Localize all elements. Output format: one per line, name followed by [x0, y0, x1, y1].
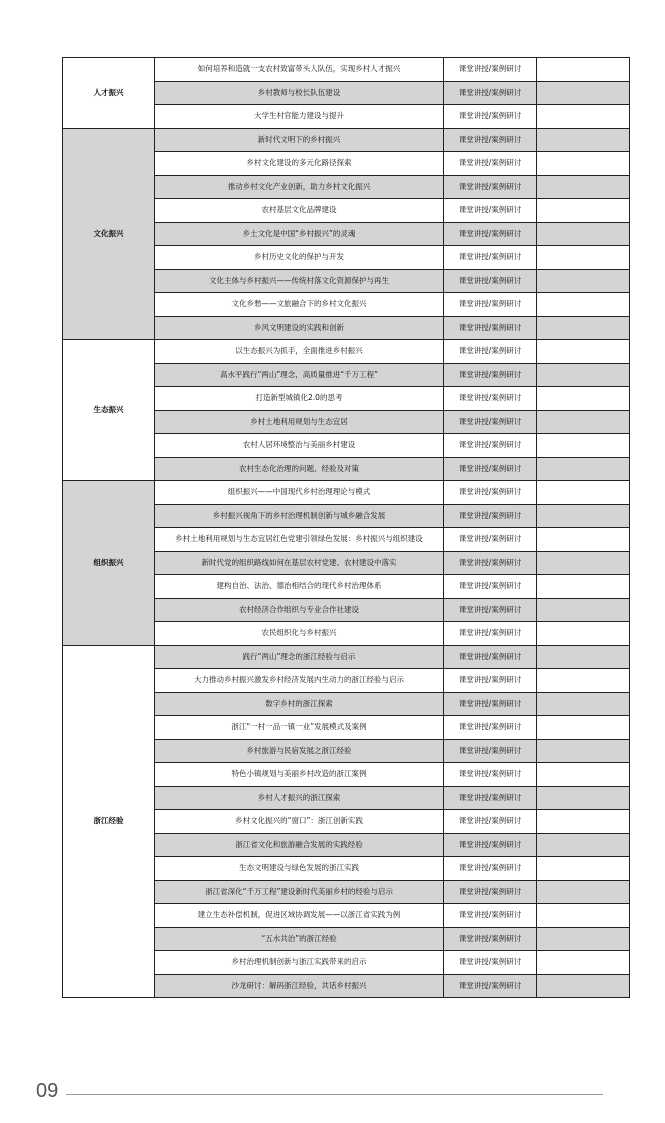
method-cell: 课堂讲授/案例研讨	[444, 457, 537, 481]
method-cell: 课堂讲授/案例研讨	[444, 81, 537, 105]
empty-cell	[537, 504, 630, 528]
topic-cell: 文化主体与乡村振兴——传统村落文化资源保护与再生	[155, 269, 444, 293]
method-cell: 课堂讲授/案例研讨	[444, 128, 537, 152]
method-cell: 课堂讲授/案例研讨	[444, 810, 537, 834]
curriculum-table	[62, 57, 630, 998]
empty-cell	[537, 739, 630, 763]
empty-cell	[537, 692, 630, 716]
topic-cell: 浙江省文化和旅游融合发展的实践经验	[155, 833, 444, 857]
category-cell: 人才振兴	[63, 58, 155, 129]
topic-cell: 打造新型城镇化2.0的思考	[155, 387, 444, 411]
method-cell: 课堂讲授/案例研讨	[444, 645, 537, 669]
category-cell: 浙江经验	[63, 645, 155, 998]
method-cell: 课堂讲授/案例研讨	[444, 951, 537, 975]
empty-cell	[537, 786, 630, 810]
empty-cell	[537, 58, 630, 82]
topic-cell: 新时代文明下的乡村振兴	[155, 128, 444, 152]
empty-cell	[537, 575, 630, 599]
topic-cell: 农村人居环境整治与美丽乡村建设	[155, 434, 444, 458]
method-cell: 课堂讲授/案例研讨	[444, 528, 537, 552]
topic-cell: 生态文明建设与绿色发展的浙江实践	[155, 857, 444, 881]
topic-cell: 大力推动乡村振兴激发乡村经济发展内生动力的浙江经验与启示	[155, 669, 444, 693]
method-cell: 课堂讲授/案例研讨	[444, 293, 537, 317]
empty-cell	[537, 293, 630, 317]
method-cell: 课堂讲授/案例研讨	[444, 481, 537, 505]
method-cell: 课堂讲授/案例研讨	[444, 598, 537, 622]
topic-cell: 大学生村官能力建设与提升	[155, 105, 444, 129]
method-cell: 课堂讲授/案例研讨	[444, 551, 537, 575]
empty-cell	[537, 880, 630, 904]
empty-cell	[537, 316, 630, 340]
method-cell: 课堂讲授/案例研讨	[444, 316, 537, 340]
category-cell: 组织振兴	[63, 481, 155, 646]
table-row	[63, 645, 630, 669]
empty-cell	[537, 481, 630, 505]
method-cell: 课堂讲授/案例研讨	[444, 927, 537, 951]
empty-cell	[537, 716, 630, 740]
empty-cell	[537, 199, 630, 223]
empty-cell	[537, 763, 630, 787]
method-cell: 课堂讲授/案例研讨	[444, 716, 537, 740]
empty-cell	[537, 387, 630, 411]
method-cell: 课堂讲授/案例研讨	[444, 880, 537, 904]
method-cell: 课堂讲授/案例研讨	[444, 152, 537, 176]
empty-cell	[537, 340, 630, 364]
method-cell: 课堂讲授/案例研讨	[444, 622, 537, 646]
method-cell: 课堂讲授/案例研讨	[444, 786, 537, 810]
topic-cell: 如何培养和造就一支农村致富带头人队伍，实现乡村人才振兴	[155, 58, 444, 82]
empty-cell	[537, 833, 630, 857]
method-cell: 课堂讲授/案例研讨	[444, 222, 537, 246]
method-cell: 课堂讲授/案例研讨	[444, 269, 537, 293]
topic-cell: 农村基层文化品牌建设	[155, 199, 444, 223]
topic-cell: 乡村土地利用规划与生态宜居	[155, 410, 444, 434]
empty-cell	[537, 857, 630, 881]
method-cell: 课堂讲授/案例研讨	[444, 434, 537, 458]
topic-cell: 乡村旅游与民宿发展之浙江经验	[155, 739, 444, 763]
category-cell: 生态振兴	[63, 340, 155, 481]
footer-divider	[66, 1094, 603, 1095]
empty-cell	[537, 598, 630, 622]
empty-cell	[537, 927, 630, 951]
topic-cell: 以生态振兴为抓手，全面推进乡村振兴	[155, 340, 444, 364]
topic-cell: 特色小镇规划与美丽乡村改造的浙江案例	[155, 763, 444, 787]
method-cell: 课堂讲授/案例研讨	[444, 410, 537, 434]
method-cell: 课堂讲授/案例研讨	[444, 504, 537, 528]
empty-cell	[537, 434, 630, 458]
topic-cell: 践行“两山”理念的浙江经验与启示	[155, 645, 444, 669]
topic-cell: 浙江省深化“千万工程”建设新时代美丽乡村的经验与启示	[155, 880, 444, 904]
topic-cell: 新时代党的组织路线如何在基层农村党建、农村建设中落实	[155, 551, 444, 575]
method-cell: 课堂讲授/案例研讨	[444, 669, 537, 693]
page-number: 09	[36, 1080, 59, 1102]
method-cell: 课堂讲授/案例研讨	[444, 246, 537, 270]
empty-cell	[537, 175, 630, 199]
topic-cell: 建构自治、法治、德治相结合的现代乡村治理体系	[155, 575, 444, 599]
category-cell: 文化振兴	[63, 128, 155, 340]
topic-cell: 乡村治理机制创新与浙江实践带来的启示	[155, 951, 444, 975]
topic-cell: 乡村土地利用规划与生态宜居红色党建引领绿色发展：乡村振兴与组织建设	[155, 528, 444, 552]
topic-cell: 乡村振兴视角下的乡村治理机制创新与城乡融合发展	[155, 504, 444, 528]
topic-cell: 乡土文化是中国“乡村振兴”的灵魂	[155, 222, 444, 246]
table-row	[63, 340, 630, 364]
topic-cell: 推动乡村文化产业创新，助力乡村文化振兴	[155, 175, 444, 199]
empty-cell	[537, 410, 630, 434]
method-cell: 课堂讲授/案例研讨	[444, 340, 537, 364]
topic-cell: 乡村文化建设的多元化路径探索	[155, 152, 444, 176]
topic-cell: 乡村人才振兴的浙江探索	[155, 786, 444, 810]
empty-cell	[537, 269, 630, 293]
topic-cell: 农村生态化治理的问题、经验及对策	[155, 457, 444, 481]
empty-cell	[537, 457, 630, 481]
empty-cell	[537, 222, 630, 246]
method-cell: 课堂讲授/案例研讨	[444, 387, 537, 411]
curriculum-table-body	[63, 58, 630, 998]
topic-cell: “五水共治”的浙江经验	[155, 927, 444, 951]
topic-cell: 乡村教师与校长队伍建设	[155, 81, 444, 105]
topic-cell: 沙龙研讨：解码浙江经验，共话乡村振兴	[155, 974, 444, 998]
empty-cell	[537, 105, 630, 129]
topic-cell: 高水平践行“两山”理念，高质量推进“千万工程”	[155, 363, 444, 387]
method-cell: 课堂讲授/案例研讨	[444, 857, 537, 881]
empty-cell	[537, 363, 630, 387]
topic-cell: 组织振兴——中国现代乡村治理理论与模式	[155, 481, 444, 505]
empty-cell	[537, 904, 630, 928]
empty-cell	[537, 974, 630, 998]
empty-cell	[537, 551, 630, 575]
topic-cell: 乡村历史文化的保护与开发	[155, 246, 444, 270]
topic-cell: 浙江“一村一品一镇一业”发展模式及案例	[155, 716, 444, 740]
topic-cell: 文化乡愁——文旅融合下的乡村文化振兴	[155, 293, 444, 317]
topic-cell: 农民组织化与乡村振兴	[155, 622, 444, 646]
method-cell: 课堂讲授/案例研讨	[444, 363, 537, 387]
empty-cell	[537, 81, 630, 105]
empty-cell	[537, 622, 630, 646]
empty-cell	[537, 128, 630, 152]
method-cell: 课堂讲授/案例研讨	[444, 105, 537, 129]
empty-cell	[537, 810, 630, 834]
topic-cell: 乡风文明建设的实践和创新	[155, 316, 444, 340]
empty-cell	[537, 951, 630, 975]
method-cell: 课堂讲授/案例研讨	[444, 692, 537, 716]
table-row	[63, 481, 630, 505]
table-row	[63, 128, 630, 152]
method-cell: 课堂讲授/案例研讨	[444, 904, 537, 928]
table-row	[63, 58, 630, 82]
method-cell: 课堂讲授/案例研讨	[444, 58, 537, 82]
method-cell: 课堂讲授/案例研讨	[444, 199, 537, 223]
method-cell: 课堂讲授/案例研讨	[444, 974, 537, 998]
empty-cell	[537, 246, 630, 270]
empty-cell	[537, 152, 630, 176]
empty-cell	[537, 669, 630, 693]
empty-cell	[537, 528, 630, 552]
method-cell: 课堂讲授/案例研讨	[444, 175, 537, 199]
method-cell: 课堂讲授/案例研讨	[444, 739, 537, 763]
topic-cell: 乡村文化振兴的“窗口”：浙江创新实践	[155, 810, 444, 834]
method-cell: 课堂讲授/案例研讨	[444, 833, 537, 857]
empty-cell	[537, 645, 630, 669]
method-cell: 课堂讲授/案例研讨	[444, 575, 537, 599]
topic-cell: 农村经济合作组织与专业合作社建设	[155, 598, 444, 622]
method-cell: 课堂讲授/案例研讨	[444, 763, 537, 787]
topic-cell: 数字乡村的浙江探索	[155, 692, 444, 716]
topic-cell: 建立生态补偿机制，促进区域协调发展——以浙江省实践为例	[155, 904, 444, 928]
